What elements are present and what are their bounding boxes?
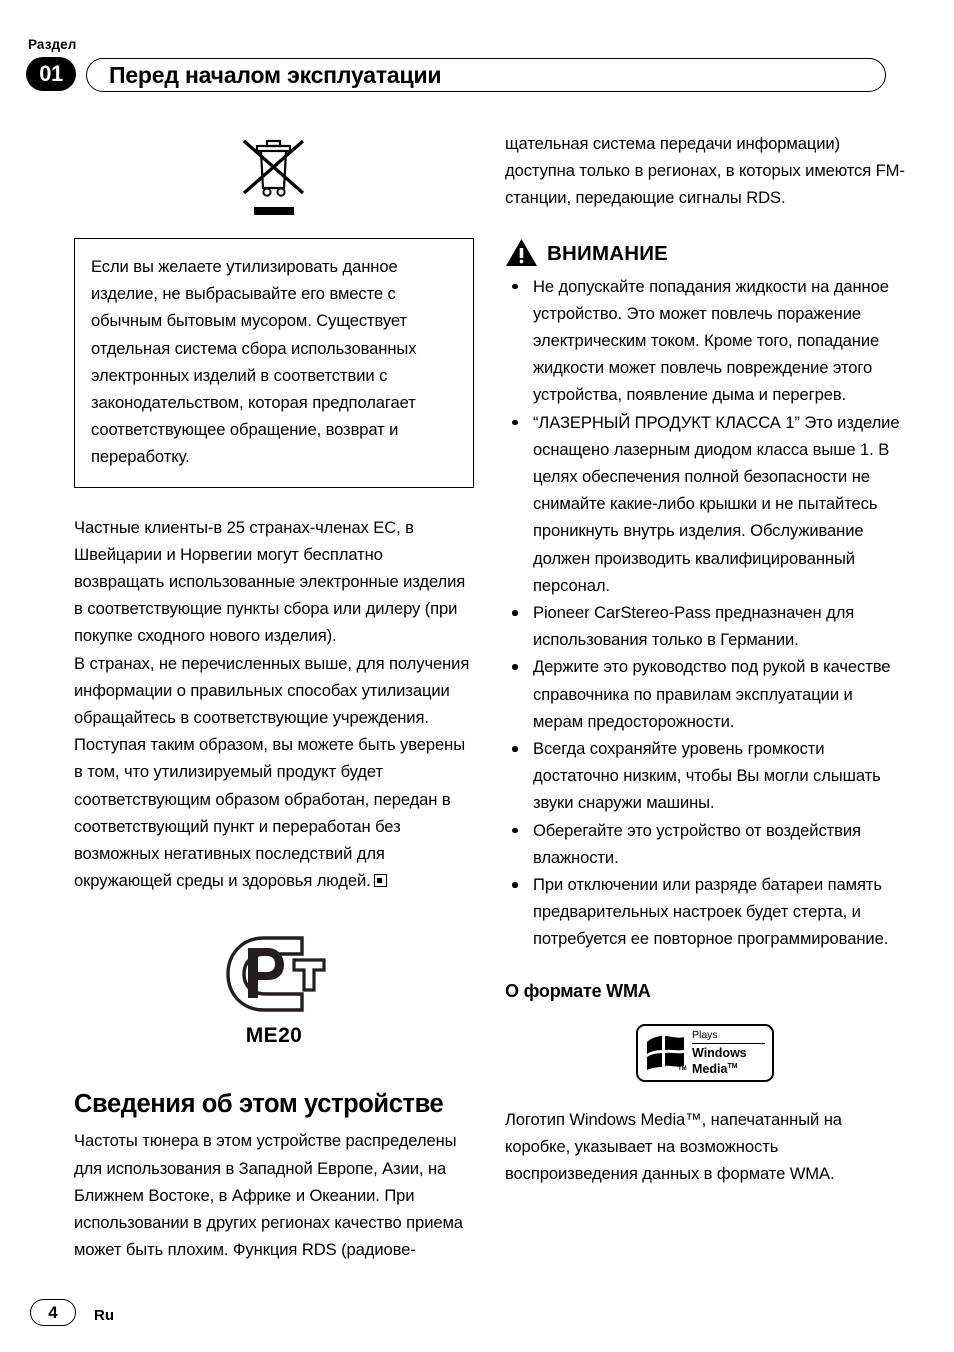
header-title-pill	[86, 58, 886, 92]
continued-paragraph: щательная система передачи информации) доступна только в регионах, в которых имеются FM-станции, передающие сигналы RDS.	[505, 134, 905, 208]
weee-symbol-wrap	[74, 138, 474, 220]
svg-text:TM: TM	[678, 1065, 687, 1071]
page-header	[0, 0, 954, 118]
gost-r-certification-icon	[218, 928, 330, 1016]
device-info-text: Частоты тюнера в этом устройстве распределены для использования в Западной Европе, Азии, на Ближнем Востоке, в Африке и Океании. При использовании в других регионах качество приема может быть плохим. Функция RDS (радиове-	[74, 1131, 463, 1260]
end-of-section-mark-icon	[374, 874, 387, 887]
recycling-notice-text: Если вы желаете утилизировать данное изделие, не выбрасывайте его вместе с обычным бытовым мусором. Существует отдельная система сбора использованных электронных изделий в соответствии с законодательством, которая предполагает соответствующее обращение, возврат и переработку.	[91, 257, 417, 467]
wma-plays-label: Plays	[692, 1029, 765, 1044]
wma-heading: О формате WMA	[505, 980, 651, 1001]
plays-windows-media-logo	[636, 1024, 774, 1082]
wma-trademark-mark: TM	[727, 1063, 738, 1071]
wma-logo-wrap	[505, 1024, 905, 1082]
caution-item: Не допускайте попадания жидкости на данное устройство. Это может повлечь поражение электрическим током. Кроме того, попадание жидкости может повлечь повреждение этого устройства, появление дыма и перегрев.	[505, 273, 905, 409]
page-title: Перед началом эксплуатации	[109, 61, 442, 88]
wma-caption: Логотип Windows Media™, напечатанный на коробке, указывает на возможность воспроизведения данных в формате WMA.	[505, 1109, 842, 1184]
caution-item: “ЛАЗЕРНЫЙ ПРОДУКТ КЛАССА 1” Это изделие оснащено лазерным диодом класса выше 1. В целях обеспечения полной безопасности не снимайте какие-либо крышки и не пытайтесь проникнуть внутрь изделия. Обслуживание должен производить квалифицированный персонал.	[505, 409, 905, 599]
footer-locale-label: Ru	[94, 1307, 114, 1324]
section-kicker-label: Раздел	[28, 37, 77, 52]
windows-flag-icon	[645, 1035, 687, 1071]
recycling-notice-box	[74, 238, 474, 488]
left-paragraph-2: В странах, не перечисленных выше, для получения информации о правильных способах утилизации обращайтесь в соответствующие учреждения.	[74, 653, 470, 728]
caution-item: Всегда сохраняйте уровень громкости достаточно низким, чтобы Вы могли слышать звуки снаружи машины.	[505, 735, 905, 817]
left-paragraph-3-text: Поступая таким образом, вы можете быть уверены в том, что утилизируемый продукт будет соответствующим образом обработан, передан в соответствующий пункт и переработан без возможных негативных последствий для окружающей среды и здоровья людей.	[74, 735, 466, 891]
wma-logo-textblock	[692, 1029, 765, 1076]
gost-mark-label: ME20	[245, 1024, 303, 1048]
device-info-heading: Сведения об этом устройстве	[74, 1090, 444, 1119]
caution-item: При отключении или разряде батареи память предварительных настроек будет стерта, и потребуется ее повторное программирование.	[505, 871, 905, 953]
gost-mark-wrap	[74, 928, 474, 1048]
wma-brand-line1: Windows	[692, 1046, 747, 1061]
caution-item: Оберегайте это устройство от воздействия влажности.	[505, 817, 905, 871]
caution-bullet-list	[505, 273, 905, 953]
left-paragraph-3	[74, 731, 474, 894]
right-column	[505, 130, 905, 1187]
page-number: 4	[30, 1299, 76, 1326]
wma-brand-line2	[692, 1060, 765, 1076]
left-paragraph-1: Частные клиенты-в 25 странах-членах ЕС, в Швейцарии и Норвегии могут бесплатно возвращать использованные электронные изделия в соответствующие пункты сбора или дилеру (при покупке сходного нового изделия).	[74, 517, 466, 646]
page-footer	[0, 1280, 954, 1352]
section-number-badge: 01	[26, 57, 76, 91]
caution-title: ВНИМАНИЕ	[547, 242, 669, 266]
caution-item: Держите это руководство под рукой в качестве справочника по правилам эксплуатации и мерам предосторожности.	[505, 653, 905, 735]
caution-header	[505, 238, 905, 267]
wma-brand-line2-text: Media	[692, 1062, 728, 1077]
left-column	[74, 130, 474, 1263]
caution-item: Pioneer CarStereo-Pass предназначен для использования только в Германии.	[505, 599, 905, 653]
crossed-out-wheelie-bin-icon	[241, 138, 307, 220]
warning-triangle-icon	[505, 238, 538, 267]
